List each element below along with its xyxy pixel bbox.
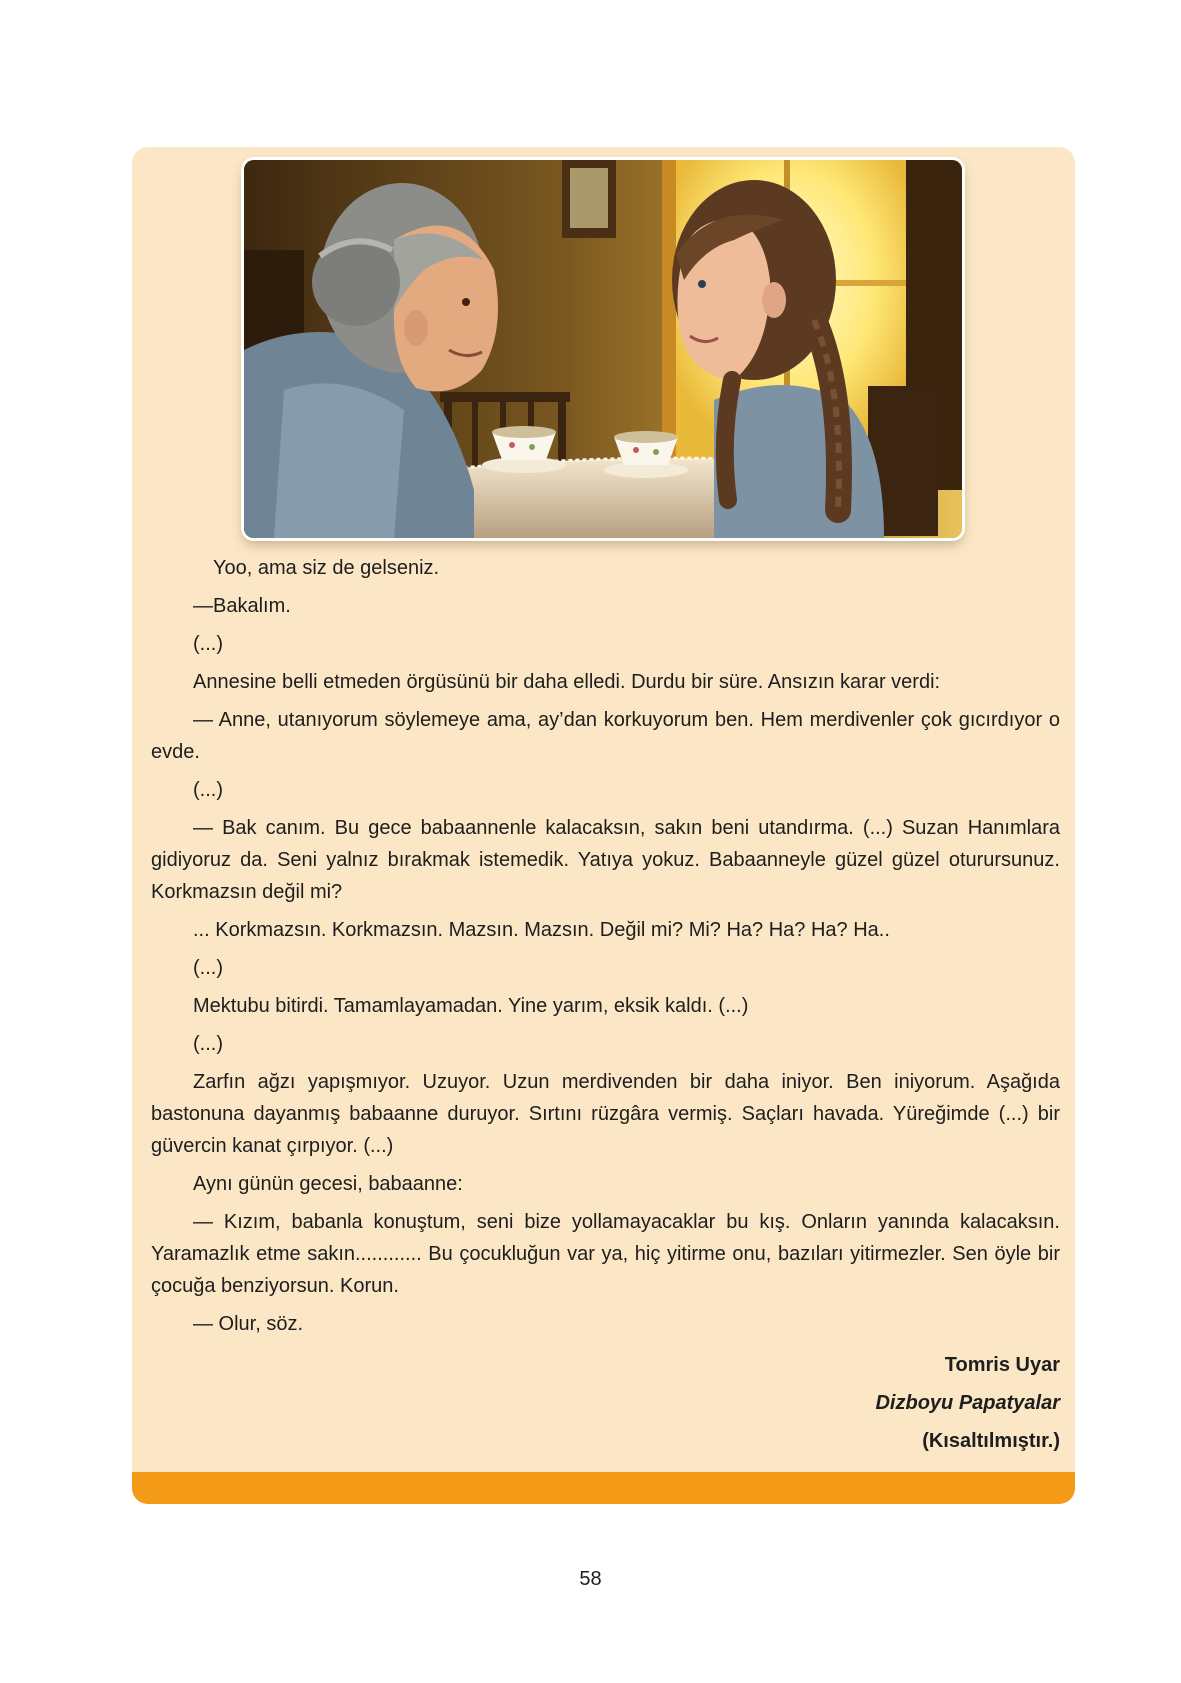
story-paragraph: Zarfın ağzı yapışmıyor. Uzuyor. Uzun merdivenden bir daha iniyor. Ben iniyorum. Aşağıda bastonuna dayanmış babaanne duruyor. Sırtını rüzgâra vermiş. Saçları havada. Yüreğimde (...) bir güvercin kanat çırpıyor. (...) xyxy=(151,1071,1060,1157)
story-text xyxy=(151,552,1060,1460)
accent-bar xyxy=(132,1472,1075,1504)
story-paragraph: — Olur, söz. xyxy=(193,1313,304,1335)
story-paragraph: Annesine belli etmeden örgüsünü bir daha elledi. Durdu bir süre. Ansızın karar verdi: xyxy=(193,671,941,693)
story-paragraph: ... Korkmazsın. Korkmazsın. Mazsın. Mazsın. Değil mi? Mi? Ha? Ha? Ha? Ha.. xyxy=(193,919,890,941)
story-paragraph: (...) xyxy=(193,1033,223,1055)
source-credits xyxy=(151,1346,1060,1460)
story-paragraph: — Bak canım. Bu gece babaannenle kalacaksın, sakın beni utandırma. (...) Suzan Hanımlara gidiyoruz da. Seni yalnız bırakmak istemedik. Yatıya yokuz. Babaanneyle güzel güzel oturursunuz. Korkmazsın değil mi? xyxy=(151,817,1060,903)
story-illustration xyxy=(244,160,962,538)
story-paragraph: Mektubu bitirdi. Tamamlayamadan. Yine yarım, eksik kaldı. (...) xyxy=(193,995,749,1017)
page-number: 58 xyxy=(579,1568,602,1590)
story-paragraph: Aynı günün gecesi, babaanne: xyxy=(193,1173,463,1195)
story-paragraph: Yoo, ama siz de gelseniz. xyxy=(213,557,440,579)
reading-card xyxy=(132,147,1075,1504)
story-paragraph: —Bakalım. xyxy=(193,595,291,617)
book-title: Dizboyu Papatyalar xyxy=(875,1392,1060,1414)
story-paragraph: (...) xyxy=(193,633,223,655)
abridged-note: (Kısaltılmıştır.) xyxy=(922,1430,1060,1452)
story-paragraph: (...) xyxy=(193,957,223,979)
story-paragraph: (...) xyxy=(193,779,223,801)
illustration-drawing xyxy=(244,160,962,538)
author-name: Tomris Uyar xyxy=(944,1354,1060,1376)
story-paragraph: — Kızım, babanla konuştum, seni bize yollamayacaklar bu kış. Onların yanında kalacaksın. Yaramazlık etme sakın............ Bu çocukluğun var ya, hiç yitirme onu, bazıları yitirmezler. Sen öyle bir çocuğa benziyorsun. Korun. xyxy=(151,1211,1060,1297)
story-paragraph: — Anne, utanıyorum söylemeye ama, ay’dan korkuyorum ben. Hem merdivenler çok gıcırdıyor o evde. xyxy=(151,709,1060,763)
